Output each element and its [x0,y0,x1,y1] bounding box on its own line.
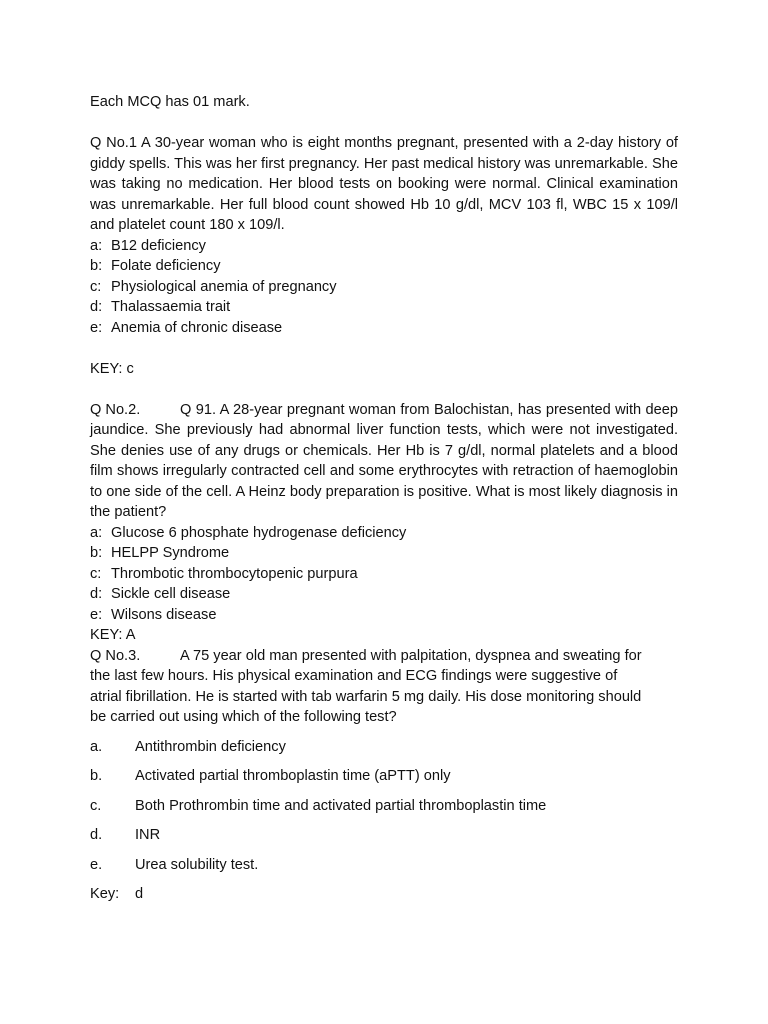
question-3-stem-first-line [90,646,678,667]
question-2-key: KEY: A [90,627,136,643]
question-3-option-d [90,825,678,846]
option-letter: e. [90,856,103,873]
question-1-text: A 30-year woman who is eight months pregnant, presented with a 2-day history of giddy spells. This was her first pregnancy. Her past medical history was unremarkable. She was taking no medication. Her blood tests on booking were normal. Clinical examination was unremarkable. Her full blood count showed Hb 10 g/dl, MCV 103 fl, WBC 15 x 109/l and platelet count 180 x 109/l. [90,135,678,233]
option-text: INR [135,827,161,843]
option-letter: a. [90,738,103,755]
option-letter: a: [90,524,103,541]
question-3-option-b [90,766,678,787]
question-1-key: KEY: c [90,360,134,377]
question-1-option-c [90,277,678,298]
option-letter: d. [90,827,103,843]
question-2-option-c [90,564,678,585]
spacer [90,113,678,134]
option-text: Physiological anemia of pregnancy [111,278,337,295]
question-2-option-d [90,584,678,605]
question-1-option-b [90,256,678,277]
option-text: Glucose 6 phosphate hydrogenase deficiency [111,524,407,541]
key-value: d [135,886,144,902]
option-letter: b. [90,768,103,784]
question-3-option-c [90,796,678,817]
option-text: Folate deficiency [111,258,221,274]
question-2-option-b [90,543,678,564]
option-letter: e: [90,319,103,336]
question-1-number: Q No.1 [90,135,137,151]
option-letter: c. [90,797,102,814]
option-letter: b: [90,545,103,561]
option-text: Antithrombin deficiency [135,738,286,755]
option-text: Wilsons disease [111,606,217,623]
option-letter: e: [90,606,103,623]
key-label: Key: [90,886,120,902]
question-1-option-d [90,297,678,318]
spacer [90,338,678,359]
question-2-text: Q 91. A 28-year pregnant woman from Balochistan, has presented with deep jaundice. She previously had abnormal liver function tests, which were not investigated. She denies use of any drugs or chemicals. Her Hb is 7 g/dl, normal platelets and a blood film shows irregularly contracted cell and some erythrocytes with retraction of haemoglobin to one side of the cell. A Heinz body preparation is positive. What is most likely diagnosis in the patient? [90,401,678,520]
question-3-number: Q No.3. [90,647,141,664]
question-1-option-a [90,236,678,257]
intro-text: Each MCQ has 01 mark. [90,94,250,110]
question-2-stem [90,400,678,523]
option-letter: a: [90,237,103,254]
question-3-option-a [90,737,678,758]
option-text: Sickle cell disease [111,586,231,602]
question-3-key [90,884,678,905]
question-1-option-e [90,318,678,339]
option-text: HELPP Syndrome [111,545,230,561]
question-3-text-first: A 75 year old man presented with palpitation, dyspnea and sweating for [180,647,642,664]
question-2-option-a [90,523,678,544]
question-2-option-e [90,605,678,626]
question-1-stem [90,133,678,236]
option-text: Urea solubility test. [135,856,259,873]
question-3-stem-rest: the last few hours. His physical examination and ECG findings were suggestive of atrial fibrillation. He is started with tab warfarin 5 mg daily. His dose monitoring should be carried out using which of the following test? [90,668,642,725]
option-letter: c: [90,278,102,295]
option-text: Thrombotic thrombocytopenic purpura [111,565,358,582]
option-letter: d: [90,299,103,315]
option-text: Both Prothrombin time and activated partial thromboplastin time [135,797,547,814]
option-text: B12 deficiency [111,237,206,254]
document-page [90,92,678,905]
option-letter: b: [90,258,103,274]
option-letter: d: [90,586,103,602]
question-3-option-e [90,855,678,876]
spacer [90,379,678,400]
question-2-number: Q No.2. [90,401,141,418]
option-text: Thalassaemia trait [111,299,231,315]
option-text: Anemia of chronic disease [111,319,283,336]
option-text: Activated partial thromboplastin time (aPTT) only [135,768,451,784]
option-letter: c: [90,565,102,582]
